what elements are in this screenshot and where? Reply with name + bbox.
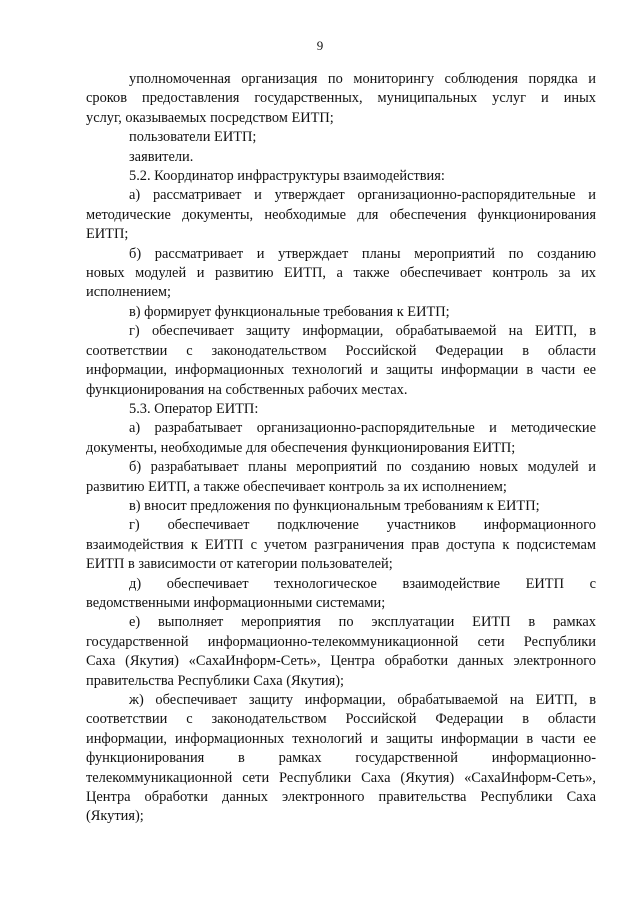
text-line-l10: б) рассматривает и утверждает планы мероприятий по созданию xyxy=(129,245,596,262)
text-line-l02: сроков предоставления государственных, муниципальных услуг и иных xyxy=(86,90,596,107)
text-line-l20: документы, необходимые для обеспечения функционирования ЕИТП; xyxy=(86,439,516,456)
text-line-l04: пользователи ЕИТП; xyxy=(129,129,257,146)
text-line-l11: новых модулей и развитию ЕИТП, а также обеспечивает контроль за их xyxy=(86,265,596,282)
text-line-l16: информации, информационных технологий и защиты информации в части ее xyxy=(86,362,596,379)
text-line-l27: д) обеспечивает технологическое взаимодействие ЕИТП с xyxy=(129,575,596,592)
text-line-l07: а) рассматривает и утверждает организационно-распорядительные и xyxy=(129,187,596,204)
text-line-l34: соответствии с законодательством Российской Федерации в области xyxy=(86,711,596,728)
text-line-l09: ЕИТП; xyxy=(86,226,129,243)
text-line-l06: 5.2. Координатор инфраструктуры взаимодействия: xyxy=(129,168,445,185)
text-line-l18: 5.3. Оператор ЕИТП: xyxy=(129,400,259,417)
document-body xyxy=(86,70,596,827)
text-line-l24: г) обеспечивает подключение участников информационного xyxy=(129,517,596,534)
text-line-l25: взаимодействия к ЕИТП с учетом разграничения прав доступа к подсистемам xyxy=(86,536,596,553)
text-line-l38: Центра обработки данных электронного правительства Республики Саха xyxy=(86,789,596,806)
text-line-l33: ж) обеспечивает защиту информации, обрабатываемой на ЕИТП, в xyxy=(129,692,596,708)
text-line-l30: государственной информационно-телекоммуникационной сети Республики xyxy=(86,633,596,650)
text-line-l14: г) обеспечивает защиту информации, обрабатываемой на ЕИТП, в xyxy=(129,323,596,340)
text-line-l37: телекоммуникационной сети Республики Саха (Якутия) «СахаИнформ-Сеть», xyxy=(86,769,596,786)
text-line-l19: а) разрабатывает организационно-распорядительные и методические xyxy=(129,420,596,437)
text-line-l23: в) вносит предложения по функциональным требованиям к ЕИТП; xyxy=(129,497,540,514)
text-line-l28: ведомственными информационными системами; xyxy=(86,594,386,611)
text-line-l08: методические документы, необходимые для обеспечения функционирования xyxy=(86,206,596,223)
text-line-l17: функционирования на собственных рабочих местах. xyxy=(86,381,408,398)
text-line-l13: в) формирует функциональные требования к ЕИТП; xyxy=(129,303,450,320)
text-line-l05: заявители. xyxy=(129,148,194,165)
text-line-l21: б) разрабатывает планы мероприятий по созданию новых модулей и xyxy=(129,459,596,476)
text-line-l22: развитию ЕИТП, а также обеспечивает контроль за их исполнением; xyxy=(86,478,507,495)
text-line-l36: функционирования в рамках государственной информационно- xyxy=(86,750,596,767)
text-line-l26: ЕИТП в зависимости от категории пользователей; xyxy=(86,556,393,573)
text-line-l32: правительства Республики Саха (Якутия); xyxy=(86,672,345,689)
text-line-l12: исполнением; xyxy=(86,284,171,301)
text-line-l35: информации, информационных технологий и защиты информации в части ее xyxy=(86,730,596,747)
text-line-l03: услуг, оказываемых посредством ЕИТП; xyxy=(86,109,334,126)
text-line-l01: уполномоченная организация по мониторингу соблюдения порядка и xyxy=(129,71,596,87)
text-line-l29: е) выполняет мероприятия по эксплуатации ЕИТП в рамках xyxy=(129,614,596,631)
text-line-l15: соответствии с законодательством Российской Федерации в области xyxy=(86,342,596,359)
page-number: 9 xyxy=(316,38,324,53)
text-line-l39: (Якутия); xyxy=(86,808,144,825)
text-line-l31: Саха (Якутия) «СахаИнформ-Сеть», Центра обработки данных электронного xyxy=(86,653,596,670)
